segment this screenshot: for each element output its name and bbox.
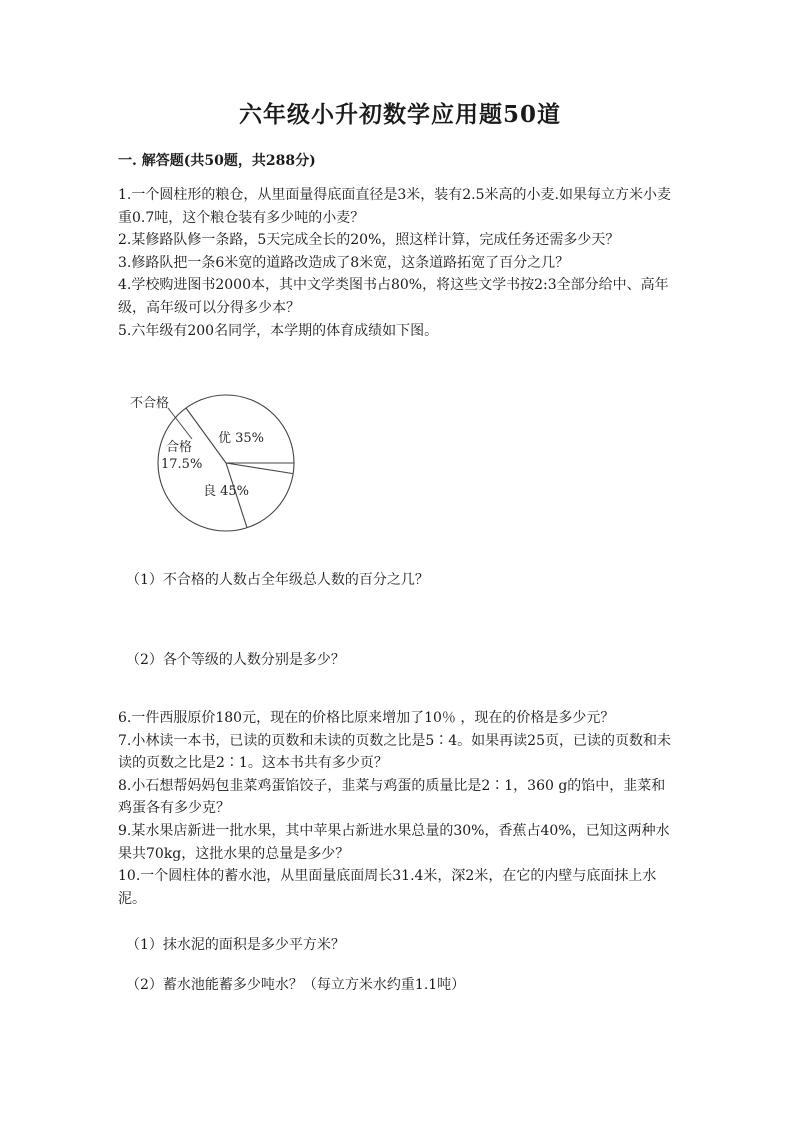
question-6: 6.一件西服原价180元，现在的价格比原来增加了10％ ，现在的价格是多少元？	[118, 710, 615, 726]
question-3: 3.修路队把一条6米宽的道路改造成了8米宽，这条道路拓宽了百分之几？	[118, 254, 570, 271]
slice-label-good: 良 45%	[203, 484, 250, 499]
slice-label-excellent: 优 35%	[218, 431, 265, 446]
q5-sub-2: （2）各个等级的人数分别是多少？	[126, 652, 345, 668]
q5-sub-1: （1）不合格的人数占全年级总人数的百分之几？	[126, 572, 429, 588]
question-8: 8.小石想帮妈妈包韭菜鸡蛋馅饺子，韭菜与鸡蛋的质量比是2∶1，360 g的馅中，韭菜和鸡蛋各有多少克？	[118, 777, 666, 817]
pie-chart	[120, 386, 320, 556]
question-7: 7.小林读一本书，已读的页数和未读的页数之比是5∶4。如果再读25页，已读的页数和未读的页数之比是2∶1。这本书共有多少页？	[118, 732, 671, 772]
section-heading: 一. 解答题(共50题，共288分)	[118, 153, 316, 169]
question-list-part-2	[118, 707, 678, 910]
slice-label-pass: 合格	[166, 440, 193, 455]
question-5: 5.六年级有200名同学，本学期的体育成绩如下图。	[118, 322, 439, 339]
question-1: 1.一个圆柱形的粮仓，从里面量得底面直径是3米，装有2.5米高的小麦.如果每立方米小麦重0.7吨，这个粮仓装有多少吨的小麦？	[118, 187, 671, 226]
q10-sub-2: （2）蓄水池能蓄多少吨水？（每立方米水约重1.1吨）	[126, 977, 466, 993]
question-9: 9.某水果店新进一批水果，其中苹果占新进水果总量的30%，香蕉占40%，已知这两种水果共70kg，这批水果的总量是多少？	[118, 822, 670, 862]
question-2: 2.某修路队修一条路，5天完成全长的20%，照这样计算，完成任务还需多少天？	[118, 232, 620, 249]
question-list-part-1	[118, 184, 678, 342]
slice-boundary-不合格	[226, 463, 293, 474]
slice-label-fail: 不合格	[130, 396, 170, 411]
question-10: 10.一个圆柱体的蓄水池，从里面量底面周长31.4米，深2米，在它的内壁与底面抹上水泥。	[118, 868, 657, 907]
question-4: 4.学校购进图书2000本，其中文学类图书占80%，将这些文学书按2:3全部分给中、高年级，高年级可以分得多少本？	[118, 277, 669, 316]
page-title: 六年级小升初数学应用题50道	[238, 101, 561, 128]
slice-label-pass-percent: 17.5%	[161, 457, 203, 472]
q10-sub-1: （1）抹水泥的面积是多少平方米？	[126, 937, 345, 953]
